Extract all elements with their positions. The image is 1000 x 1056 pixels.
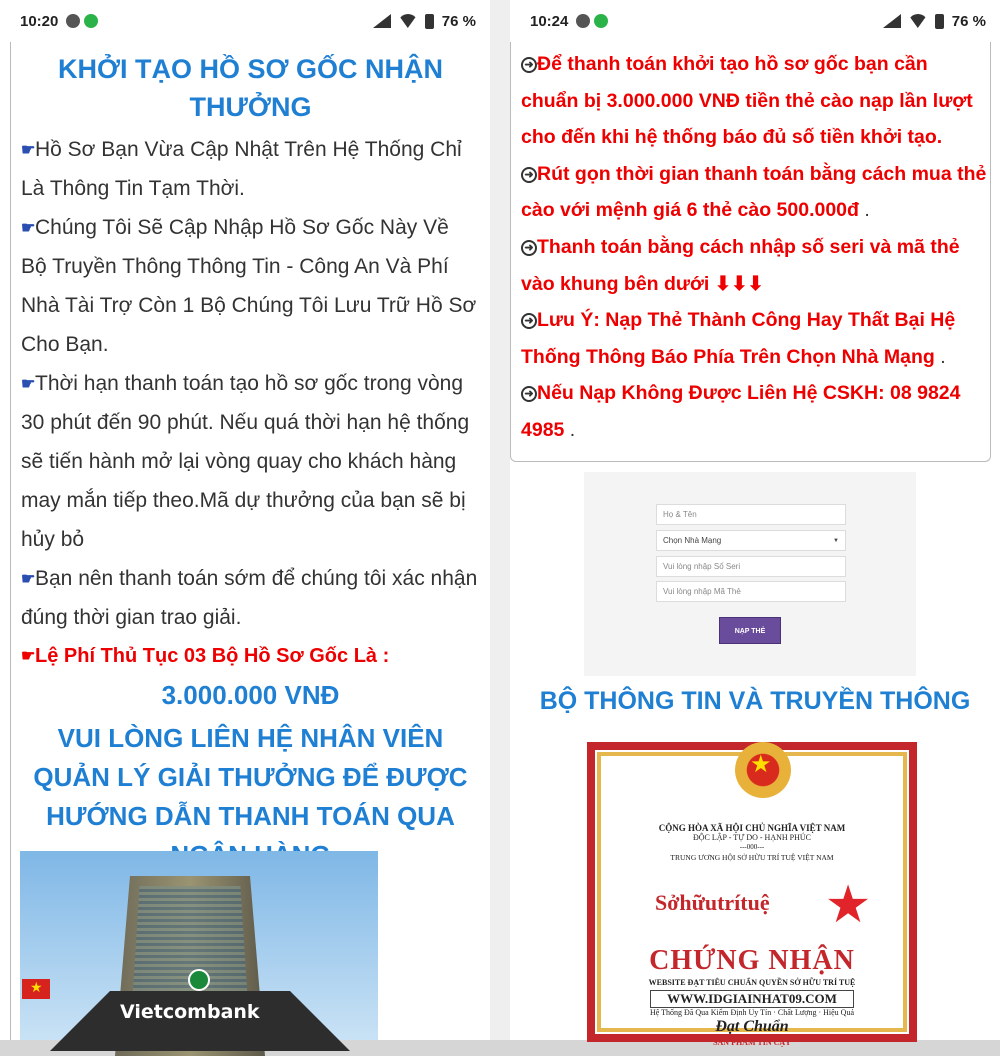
paragraph (21, 559, 480, 637)
thumbs-up-icon: ☛ (21, 571, 36, 588)
instruction-line (521, 46, 990, 156)
national-emblem-icon (735, 742, 791, 798)
signal-icon (373, 14, 391, 28)
certificate-website-line: WEBSITE ĐẠT TIÊU CHUẨN QUYỀN SỞ HỮU TRÍ TUỆ (648, 978, 856, 987)
vietnam-flag-icon (22, 979, 50, 999)
page-title: KHỞI TẠO HỒ SƠ GỐC NHẬN THƯỞNG (57, 54, 444, 122)
certificate-line: ---000--- (739, 843, 765, 851)
thumbs-up-icon: ☛ (21, 220, 36, 237)
certificate-line: CỘNG HÒA XÃ HỘI CHỦ NGHĨA VIỆT NAM (658, 823, 846, 833)
instruction-line (521, 229, 990, 302)
instruction-text: Thanh toán bằng cách nhập số seri và mã thẻ vào khung bên dưới ⬇⬇⬇ (521, 235, 960, 295)
thumbs-up-icon: ☛ (21, 142, 36, 159)
app-notification-icon (594, 14, 608, 28)
instructions-box (510, 42, 991, 462)
top-up-button[interactable]: NẠP THẺ (719, 617, 781, 644)
serial-field[interactable]: Vui lòng nhập Số Seri (656, 556, 846, 577)
notification-icon (576, 14, 590, 28)
fee-amount: 3.000.000 VNĐ (161, 680, 340, 710)
wifi-icon (399, 14, 417, 28)
name-field[interactable]: Họ & Tên (656, 504, 846, 525)
thumbs-up-icon: ☛ (21, 376, 36, 393)
battery-icon (935, 14, 944, 29)
screenshot-divider (490, 0, 510, 1040)
wifi-icon (909, 14, 927, 28)
carrier-select[interactable] (656, 530, 846, 551)
arrow-right-circle-icon: ➜ (521, 313, 537, 329)
paragraph-text: Bạn nên thanh toán sớm để chúng tôi xác nhận đúng thời gian trao giải. (21, 567, 478, 629)
arrow-right-circle-icon: ➜ (521, 240, 537, 256)
certificate-product: "SẢN PHẨM TIN CẬY" (708, 1038, 796, 1047)
paragraph-text: Thời hạn thanh toán tạo hồ sơ gốc trong vòng 30 phút đến 90 phút. Nếu quá thời hạn hệ thống sẽ tiến hành mở lại vòng quay cho khách hàng may mắn tiếp theo.Mã dự thưởng của bạn sẽ bị hủy bỏ (21, 372, 470, 551)
instruction-text: Lưu Ý: Nạp Thẻ Thành Công Hay Thất Bại Hệ Thống Thông Báo Phía Trên Chọn Nhà Mạng (521, 309, 956, 368)
instruction-line (521, 302, 990, 375)
notification-icon (66, 14, 80, 28)
instruction-tail: . (934, 345, 946, 368)
certificate-image (587, 742, 917, 1047)
arrow-right-circle-icon: ➜ (521, 386, 537, 402)
star-logo-icon: ★ (824, 877, 872, 934)
instruction-line (521, 156, 990, 229)
contact-heading: VUI LÒNG LIÊN HỆ NHÂN VIÊN QUẢN LÝ GIẢI THƯỞNG ĐỂ ĐƯỢC HƯỚNG DẪN THANH TOÁN QUA (33, 723, 468, 831)
certificate-line: ĐỘC LẬP - TỰ DO - HẠNH PHÚC (693, 833, 811, 842)
instruction-text: Để thanh toán khởi tạo hồ sơ gốc bạn cần chuẩn bị 3.000.000 VNĐ tiền thẻ cào nạp lần lượt cho đến khi hệ thống báo đủ số tiền khởi tạo. (521, 53, 973, 149)
battery-icon (425, 14, 434, 29)
paragraph (21, 364, 480, 559)
instruction-tail: . (564, 418, 576, 441)
instruction-text: Rút gọn thời gian thanh toán bằng cách mua thẻ cào với mệnh giá 6 thẻ cào 500.000đ (521, 162, 987, 222)
signal-icon (883, 14, 901, 28)
right-screenshot (510, 0, 1000, 1047)
battery-level: 76 % (441, 12, 476, 30)
thumbs-up-icon: ☛ (21, 648, 36, 665)
certificate-title: CHỨNG NHẬN (649, 945, 855, 976)
arrow-right-circle-icon: ➜ (521, 167, 537, 183)
card-code-field[interactable]: Vui lòng nhập Mã Thẻ (656, 581, 846, 602)
certificate-line: TRUNG ƯƠNG HỘI SỞ HỮU TRÍ TUỆ VIỆT NAM (670, 853, 834, 862)
paragraph (21, 208, 480, 364)
chevron-down-icon: ▼ (833, 538, 839, 544)
instruction-tail: . (858, 199, 870, 222)
paragraph-text: Chúng Tôi Sẽ Cập Nhập Hồ Sơ Gốc Này Về Bộ Truyền Thông Thông Tin - Công An Và Phí Nhà Tài Trợ Còn 1 Bộ Chúng Tôi Lưu Trữ Hồ Sơ Cho Bạn. (21, 216, 477, 356)
left-screenshot (0, 0, 490, 1040)
top-up-form (584, 472, 916, 676)
fee-text: Lệ Phí Thủ Tục 03 Bộ Hồ Sơ Gốc Là : (35, 645, 390, 667)
certificate-brand: Sởhữutrítuệ (655, 890, 770, 915)
arrow-right-circle-icon: ➜ (521, 57, 537, 73)
paragraph-text: Hồ Sơ Bạn Vừa Cập Nhật Trên Hệ Thống Chỉ Là Thông Tin Tạm Thời. (21, 138, 462, 200)
fee-label (21, 637, 480, 675)
certificate-system-line: Hệ Thống Đã Qua Kiểm Định Uy Tín · Chất Lượng · Hiệu Quả (649, 1008, 854, 1017)
certificate-url: WWW.IDGIAINHAT09.COM (650, 990, 854, 1008)
vietcombank-logo-icon (188, 969, 210, 991)
bank-building-image (20, 851, 378, 1040)
instruction-text: Nếu Nạp Không Được Liên Hệ CSKH: 08 9824 4985 (521, 382, 961, 441)
paragraph (21, 130, 480, 208)
app-notification-icon (84, 14, 98, 28)
bank-sign: Vietcombank (120, 1001, 260, 1023)
carrier-select-value: Chọn Nhà Mạng (663, 536, 722, 545)
status-bar (510, 0, 1000, 42)
status-time: 10:24 (530, 12, 569, 30)
battery-level: 76 % (951, 12, 986, 30)
status-time: 10:20 (20, 12, 59, 30)
ministry-heading: BỘ THÔNG TIN VÀ TRUYỀN THÔNG (539, 687, 971, 715)
instruction-line (521, 375, 990, 448)
certificate-standard: Đạt Chuẩn (715, 1018, 789, 1035)
page-content[interactable] (510, 42, 1000, 1047)
status-bar (0, 0, 490, 42)
